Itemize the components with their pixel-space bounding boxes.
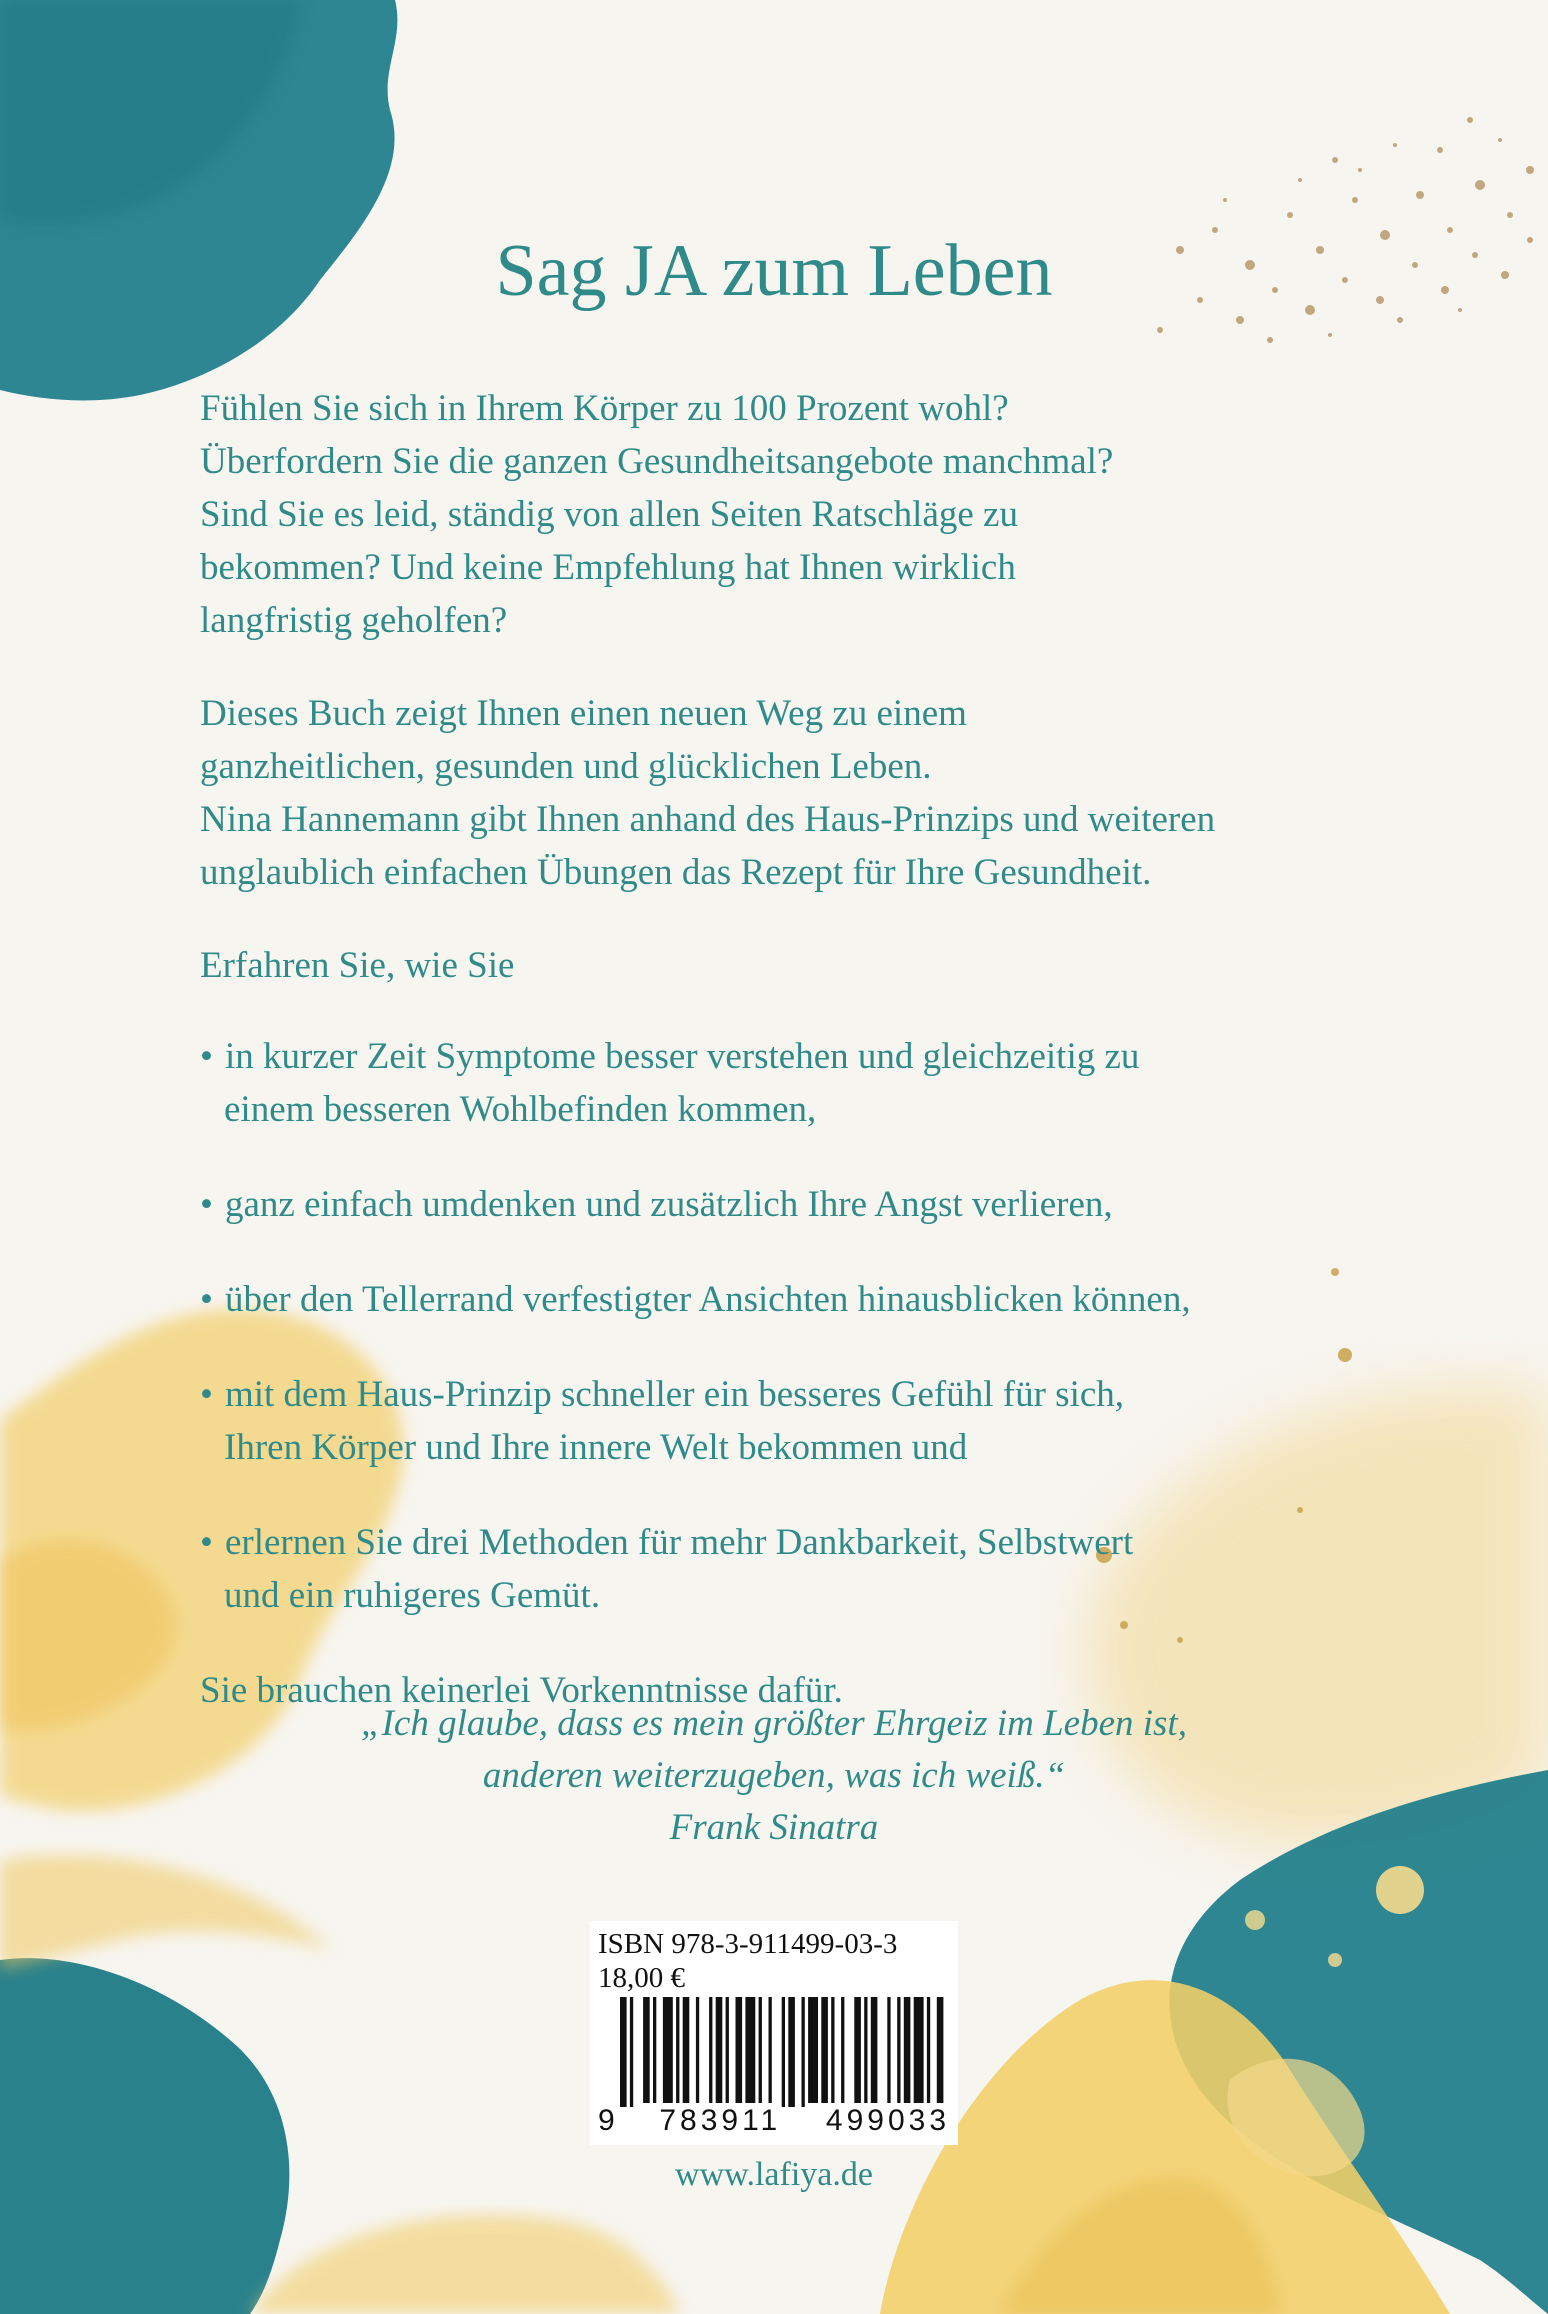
bullet-item — [200, 1178, 1360, 1231]
barcode-bar — [630, 1997, 633, 2107]
description-paragraph — [200, 687, 1360, 899]
intro-line: Überfordern Sie die ganzen Gesundheitsangebote manchmal? — [200, 441, 1114, 482]
quote-author: Frank Sinatra — [669, 1807, 879, 1848]
barcode-bar — [643, 1997, 650, 2103]
barcode-bar — [808, 1997, 818, 2103]
barcode-left-group: 783911 — [659, 2104, 782, 2137]
bullet-line: • erlernen Sie drei Methoden für mehr Dankbarkeit, Selbstwert — [200, 1516, 1360, 1569]
isbn-info — [598, 1927, 897, 1995]
barcode-bar — [663, 1997, 673, 2103]
bullet-item — [200, 1273, 1360, 1326]
bullet-line: • ganz einfach umdenken und zusätzlich Ihre Angst verlieren, — [200, 1178, 1360, 1231]
barcode-right-group: 499033 — [825, 2104, 950, 2137]
barcode-bar — [726, 1997, 729, 2103]
bullet-item — [200, 1516, 1360, 1622]
barcode-bar — [709, 1997, 712, 2103]
barcode-bar — [759, 1997, 762, 2103]
description-line: unglaublich einfachen Übungen das Rezept für Ihre Gesundheit. — [200, 852, 1152, 893]
intro-line: langfristig geholfen? — [200, 600, 508, 641]
barcode-bar — [716, 1997, 723, 2103]
barcode-bar — [676, 1997, 679, 2103]
teal-splash-bottom-left — [0, 1958, 289, 2314]
intro-line: Sind Sie es leid, ständig von allen Seiten Ratschläge zu — [200, 494, 1018, 535]
barcode-bar — [788, 1997, 795, 2107]
barcode-bar — [927, 1997, 930, 2103]
barcode-bar — [620, 1997, 627, 2107]
barcode-bar — [887, 1997, 890, 2103]
closing-sentence: Sie brauchen keinerlei Vorkenntnisse dafür. — [200, 1670, 843, 1711]
barcode-bar — [904, 1997, 911, 2103]
bullet-line: • über den Tellerrand verfestigter Ansichten hinausblicken können, — [200, 1273, 1360, 1326]
barcode-digits — [598, 2105, 950, 2137]
bullet-line: Ihren Körper und Ihre innere Welt bekommen und — [224, 1427, 968, 1468]
description-line: Dieses Buch zeigt Ihnen einen neuen Weg zu einem — [200, 693, 967, 734]
barcode-bar — [769, 1997, 772, 2103]
barcode-bar — [864, 1997, 867, 2103]
bullet-line: • mit dem Haus-Prinzip schneller ein besseres Gefühl für sich, — [200, 1368, 1360, 1421]
lead-in: Erfahren Sie, wie Sie — [200, 945, 515, 986]
barcode-bar — [821, 1997, 828, 2103]
isbn-barcode-box — [590, 1921, 958, 2145]
barcode-bar — [937, 1997, 944, 2103]
barcode-bar — [802, 1997, 805, 2107]
barcode-bar — [696, 1997, 699, 2103]
quote-block — [0, 1698, 1548, 1854]
bullet-line: einem besseren Wohlbefinden kommen, — [224, 1089, 817, 1130]
intro-line: Fühlen Sie sich in Ihrem Körper zu 100 Prozent wohl? — [200, 388, 1009, 429]
quote-line: „Ich glaube, dass es mein größter Ehrgeiz im Leben ist, — [361, 1703, 1187, 1744]
intro-line: bekommen? Und keine Empfehlung hat Ihnen wirklich — [200, 547, 1016, 588]
blurb-text — [200, 382, 1360, 1757]
barcode-bar — [782, 1997, 785, 2107]
barcode-bar — [841, 1997, 844, 2103]
barcode-bar — [683, 1997, 690, 2103]
isbn-number: ISBN 978-3-911499-03-3 — [598, 1928, 898, 1960]
bullet-line: und ein ruhigeres Gemüt. — [224, 1575, 601, 1616]
price: 18,00 € — [598, 1962, 685, 1994]
barcode-bar — [854, 1997, 861, 2103]
barcode-bar — [653, 1997, 656, 2103]
barcode-bar — [897, 1997, 900, 2103]
barcode-bar — [745, 1997, 755, 2103]
bullet-line: • in kurzer Zeit Symptome besser verstehen und gleichzeitig zu — [200, 1030, 1360, 1083]
barcode-bar — [871, 1997, 878, 2103]
book-title: Sag JA zum Leben — [495, 230, 1053, 312]
barcode-bar — [831, 1997, 834, 2103]
quote-line: anderen weiterzugeben, was ich weiß.“ — [482, 1755, 1066, 1796]
description-line: Nina Hannemann gibt Ihnen anhand des Haus-Prinzips und weiteren — [200, 799, 1216, 840]
bullet-item — [200, 1368, 1360, 1474]
bullet-item — [200, 1030, 1360, 1136]
website-url: www.lafiya.de — [675, 2156, 873, 2193]
intro-paragraph — [200, 382, 1360, 647]
description-line: ganzheitlichen, gesunden und glücklichen Leben. — [200, 746, 932, 787]
barcode-first-digit: 9 — [598, 2104, 615, 2137]
barcode — [598, 1997, 950, 2107]
barcode-bar — [914, 1997, 924, 2103]
barcode-bar — [736, 1997, 743, 2103]
